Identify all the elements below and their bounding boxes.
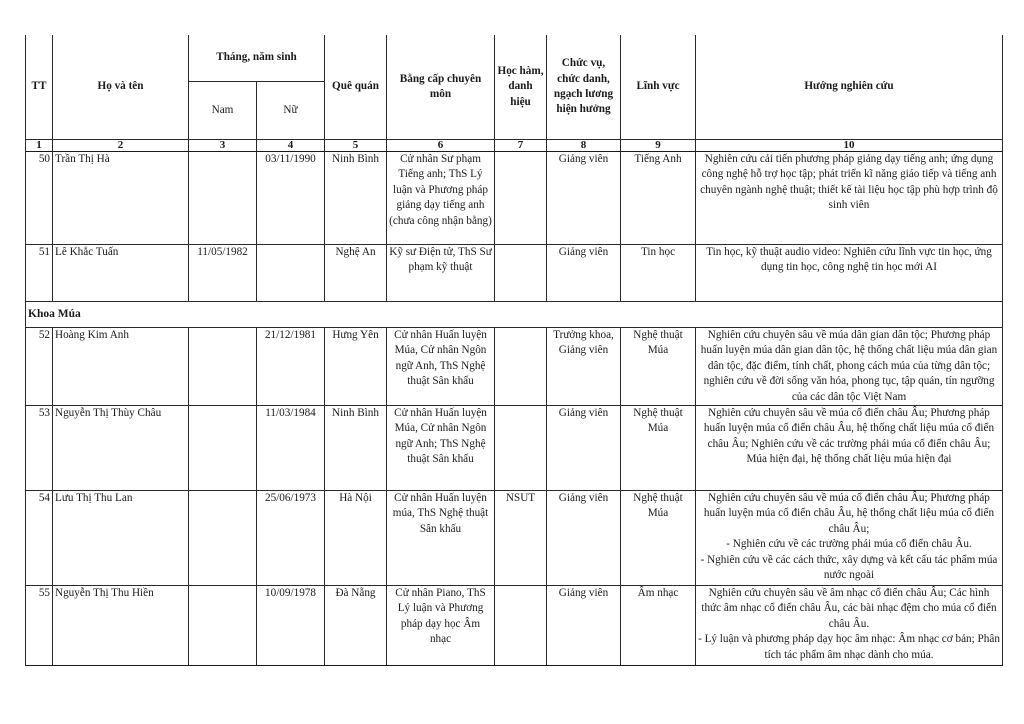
cell-name: Lưu Thị Thu Lan [53,491,189,586]
research-line: - Nghiên cứu về các trường phái múa cổ điển châu Âu. [726,538,972,551]
cell-degree: Cử nhân Huấn luyện múa, ThS Nghệ thuật Sân khấu [387,491,495,586]
cell-tt: 51 [26,245,53,302]
cell-tt: 55 [26,586,53,666]
cell-hometown: Ninh Bình [325,152,387,245]
cell-field: Nghệ thuật Múa [621,491,696,586]
column-number: 10 [696,140,1003,152]
cell-degree: Cử nhân Huấn luyện Múa, Cử nhân Ngôn ngữ Anh, ThS Nghệ thuật Sân khấu [387,328,495,406]
cell-research [696,152,1003,245]
cell-field: Âm nhạc [621,586,696,666]
document-page [25,35,1002,666]
column-number: 3 [189,140,257,152]
cell-field: Nghệ thuật Múa [621,328,696,406]
cell-hometown: Nghệ An [325,245,387,302]
cell-name: Nguyễn Thị Thùy Châu [53,406,189,491]
table-row [26,491,1003,586]
table-row [26,245,1003,302]
header-degree: Bằng cấp chuyên môn [387,35,495,140]
header-name: Họ và tên [53,35,189,140]
cell-hometown: Ninh Bình [325,406,387,491]
column-number: 9 [621,140,696,152]
cell-tt: 54 [26,491,53,586]
research-line: Nghiên cứu cải tiến phương pháp giảng dạy tiếng anh; ứng dụng công nghệ hỗ trợ học tập; phát triển kĩ năng giáo tiếp và tiếng anh chuyên ngành nghệ thuật; thiết kế tài liệu học tập phù hợp trình độ sinh viên [700,153,998,212]
research-line: Nghiên cứu chuyên sâu về âm nhạc cổ điển châu Âu; Các hình thức âm nhạc cổ điển châu Âu, các bài nhạc đệm cho múa cổ điển châu Âu. [701,587,997,630]
cell-academic-title [495,406,547,491]
cell-research [696,328,1003,406]
cell-birth-female: 25/06/1973 [257,491,325,586]
cell-degree: Cử nhân Huấn luyện Múa, Cử nhân Ngôn ngữ Anh; ThS Nghệ thuật Sân khấu [387,406,495,491]
cell-academic-title [495,328,547,406]
cell-birth-male [189,586,257,666]
cell-tt: 50 [26,152,53,245]
column-number: 6 [387,140,495,152]
column-number: 7 [495,140,547,152]
cell-birth-male: 11/05/1982 [189,245,257,302]
cell-tt: 53 [26,406,53,491]
cell-field: Tin học [621,245,696,302]
research-line: Nghiên cứu chuyên sâu về múa cổ điển châu Âu; Phương pháp huấn luyện múa cổ điển châu Âu, hệ thống chất liệu múa cổ điển châu Âu; [703,492,995,535]
table-header [26,35,1003,152]
cell-research [696,586,1003,666]
cell-name: Lê Khắc Tuấn [53,245,189,302]
header-birth-group: Tháng, năm sinh [189,35,325,82]
cell-position: Giảng viên [547,152,621,245]
column-number: 4 [257,140,325,152]
cell-degree: Cử nhân Sư phạm Tiếng anh; ThS Lý luận và Phương pháp giảng dạy tiếng anh (chưa công nhận bằng) [387,152,495,245]
table-row [26,328,1003,406]
research-line: Nghiên cứu chuyên sâu về múa dân gian dân tộc; Phương pháp huấn luyện múa dân gian dân tộc, hệ thống chất liệu múa dân gian dân tộc, đặc điểm, tính chất, phong cách múa của từng dân tộc; nghiên cứu về đời sống văn hóa, phong tục, tập quán, tín ngưỡng của các dân tộc Việt Nam [700,329,998,403]
research-line: - Lý luận và phương pháp dạy học âm nhạc: Âm nhạc cơ bản; Phân tích tác phẩm âm nhạc dành cho múa. [698,633,1000,661]
research-line: Nghiên cứu chuyên sâu về múa cổ điển châu Âu; Phương pháp huấn luyện múa cổ điển châu Âu, hệ thống chất liệu múa cổ điển châu Âu; Nghiên cứu về các trường phái múa cổ điển châu Âu; Múa hiện đại, hệ thống chất liệu múa hiện đại [703,407,995,466]
research-line: Tin học, kỹ thuật audio video: Nghiên cứu lĩnh vực tin học, ứng dụng tin học, công nghệ tin học mới AI [706,246,992,274]
cell-name: Nguyễn Thị Thu Hiền [53,586,189,666]
cell-position: Giảng viên [547,491,621,586]
cell-hometown: Đà Nẵng [325,586,387,666]
cell-birth-male [189,152,257,245]
cell-position: Giảng viên [547,586,621,666]
section-title: Khoa Múa [26,302,1003,328]
table-row [26,586,1003,666]
column-number-row [26,140,1003,152]
cell-birth-female: 10/09/1978 [257,586,325,666]
header-birth-male: Nam [189,82,257,140]
cell-position: Giảng viên [547,245,621,302]
header-hometown: Quê quán [325,35,387,140]
table-row [26,406,1003,491]
table-row [26,152,1003,245]
cell-name: Trần Thị Hà [53,152,189,245]
column-number: 2 [53,140,189,152]
cell-birth-male [189,406,257,491]
column-number: 5 [325,140,387,152]
cell-academic-title [495,586,547,666]
cell-birth-female: 21/12/1981 [257,328,325,406]
section-row [26,302,1003,328]
cell-research [696,406,1003,491]
header-research: Hướng nghiên cứu [696,35,1003,140]
cell-birth-female [257,245,325,302]
cell-degree: Kỹ sư Điện tử, ThS Sư phạm kỹ thuật [387,245,495,302]
cell-hometown: Hà Nội [325,491,387,586]
header-birth-female: Nữ [257,82,325,140]
cell-name: Hoàng Kim Anh [53,328,189,406]
cell-research [696,245,1003,302]
cell-academic-title [495,245,547,302]
header-position: Chức vụ, chức danh, ngạch lương hiện hưởng [547,35,621,140]
cell-position: Giảng viên [547,406,621,491]
cell-birth-female: 03/11/1990 [257,152,325,245]
cell-birth-female: 11/03/1984 [257,406,325,491]
cell-field: Nghệ thuật Múa [621,406,696,491]
column-number: 8 [547,140,621,152]
header-tt: TT [26,35,53,140]
cell-field: Tiếng Anh [621,152,696,245]
cell-academic-title [495,152,547,245]
cell-tt: 52 [26,328,53,406]
cell-birth-male [189,491,257,586]
cell-hometown: Hưng Yên [325,328,387,406]
research-line: - Nghiên cứu về các cách thức, xây dựng và kết cấu tác phẩm múa nước ngoài [700,553,998,582]
header-field: Lĩnh vực [621,35,696,140]
column-number: 1 [26,140,53,152]
cell-academic-title: NSUT [495,491,547,586]
header-academic-title: Học hàm, danh hiệu [495,35,547,140]
cell-birth-male [189,328,257,406]
cell-research [696,491,1003,586]
staff-table [25,35,1003,666]
cell-position: Trưởng khoa, Giảng viên [547,328,621,406]
cell-degree: Cử nhân Piano, ThS Lý luận và Phương pháp dạy học Âm nhạc [387,586,495,666]
table-body [26,152,1003,666]
